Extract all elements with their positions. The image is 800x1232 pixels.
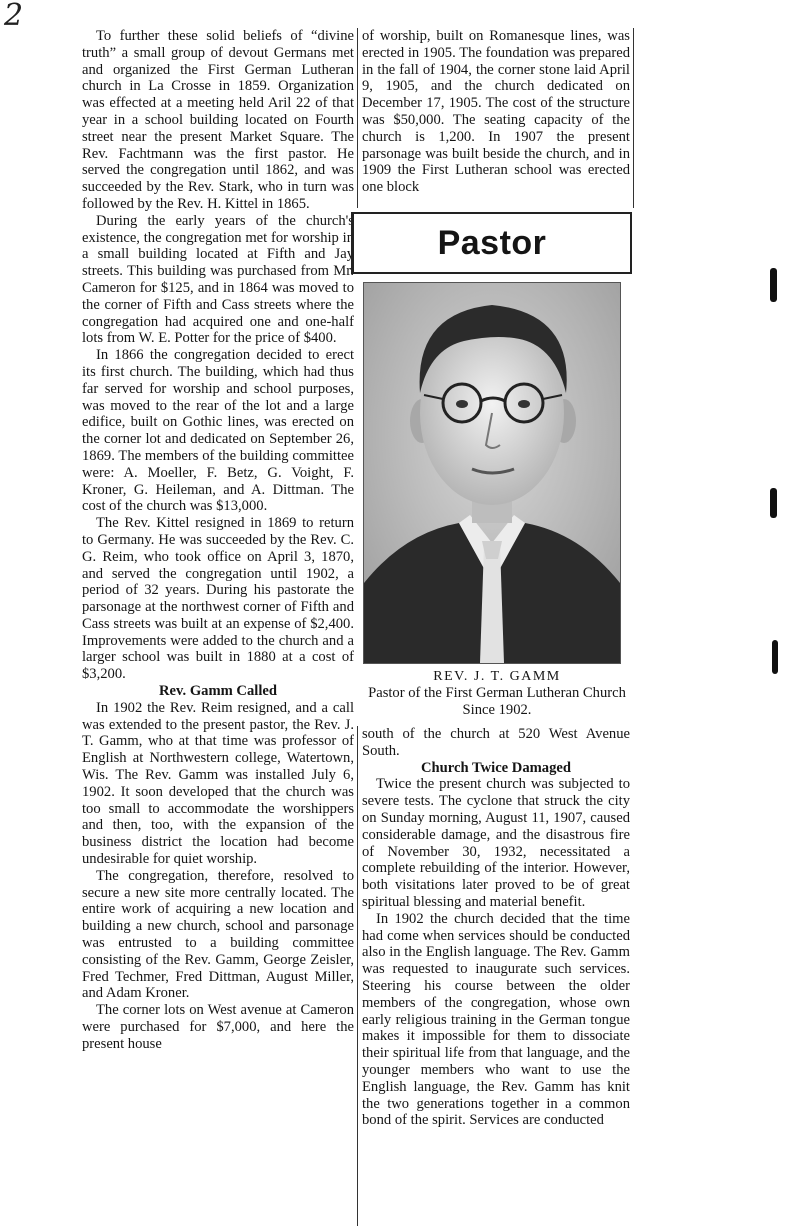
subhead-rev-gamm-called: Rev. Gamm Called bbox=[159, 683, 277, 700]
right-column-top bbox=[362, 28, 630, 196]
paragraph: To further these solid beliefs of “divine truth” a small group of devout Germans met and organized the First German Lutheran church in La Crosse in 1859. Organization was effected at a meeting held Aril 22 of that year in a school building located on Fourth street near the present Market Square. The Rev. Fachtmann was the first pastor. He served the congregation until 1862, and was succeeded by the Rev. Stark, who in turn was followed by the Rev. H. Kittel in 1865. bbox=[82, 28, 354, 212]
subhead-church-twice-damaged: Church Twice Damaged bbox=[421, 759, 571, 776]
left-column bbox=[82, 28, 354, 1053]
paragraph: In 1902 the church decided that the time had come when services should be conducted also in the English language. The Rev. Gamm was requested to inaugurate such services. Steering his course between the older members of the congregation, whose own early religious training in the German tongue makes it impossible for them to dissociate their spiritual life from that language, and the younger members who want to use the English language, the Rev. Gamm has knit the two generations together in a common bond of the spirit. Services are conducted bbox=[362, 910, 630, 1129]
paragraph: The corner lots on West avenue at Cameron were purchased for $7,000, and here the present house bbox=[82, 1002, 354, 1052]
caption-text: Pastor of the First German Lutheran Church Since 1902. bbox=[368, 685, 626, 718]
caption-name: REV. J. T. GAMM bbox=[433, 669, 561, 684]
portrait-illustration bbox=[364, 283, 620, 663]
pastor-heading: Pastor bbox=[437, 223, 547, 262]
paragraph: During the early years of the church's existence, the congregation met for worship in a small building located at Fifth and Jay streets. This building was purchased from Mr. Cameron for $125, and in 1864 was moved to the corner of Fifth and Cass streets where the congregation had acquired one and one-half lots from W. E. Potter for the price of $400. bbox=[82, 212, 354, 347]
paragraph: south of the church at 520 West Avenue South. bbox=[362, 726, 630, 759]
paragraph: The congregation, therefore, resolved to secure a new site more centrally located. The entire work of acquiring a new location and building a new church, school and parsonage was entrusted to a building committee consisting of the Rev. Gamm, George Zeisler, Fred Techmer, Fred Dittman, August Miller, and Adam Kroner. bbox=[82, 867, 354, 1002]
paragraph: of worship, built on Romanesque lines, was erected in 1905. The foundation was prepared in the fall of 1904, the corner stone laid April 9, 1905, and the church dedicated on December 17, 1905. The cost of the structure was $50,000. The seating capacity of the church is 1,200. In 1907 the present parsonage was built beside the church, and in 1909 the First Lutheran school was erected one block bbox=[362, 28, 630, 196]
paragraph: In 1902 the Rev. Reim resigned, and a call was extended to the present pastor, the Rev. J. T. Gamm, who at that time was professor of English at Northwestern college, Watertown, Wis. The Rev. Gamm was installed July 6, 1902. It soon developed that the church was too small to accommodate the worshippers and then, too, with the expansion of the business district the location had become undesirable for quiet worship. bbox=[82, 699, 354, 868]
column-rule bbox=[357, 726, 358, 1226]
scan-mark bbox=[770, 268, 777, 302]
pastor-heading-box bbox=[351, 212, 632, 274]
column-rule bbox=[357, 28, 358, 208]
scan-mark bbox=[770, 488, 777, 518]
column-rule bbox=[633, 28, 634, 208]
photo-caption bbox=[356, 668, 638, 719]
paragraph: Twice the present church was subjected to severe tests. The cyclone that struck the city on Sunday morning, August 11, 1907, caused considerable damage, and the disastrous fire of November 30, 1932, necessitated a complete rebuilding of the interior. However, both visitations later proved to be of great spiritual blessing and material benefit. bbox=[362, 776, 630, 910]
pastor-portrait-photo bbox=[363, 282, 621, 664]
paragraph: In 1866 the congregation decided to erect its first church. The building, which had thus far served for worship and school purposes, was moved to the rear of the lot and a large edifice, built on Gothic lines, was erected on the corner lot and dedicated on September 26, 1869. The members of the building committee were: A. Moeller, F. Betz, G. Voight, F. Kroner, G. Heileman, and A. Dittman. The cost of the church was $13,000. bbox=[82, 347, 354, 515]
page-number: 2 bbox=[4, 0, 24, 33]
right-column-bottom bbox=[362, 726, 630, 1129]
paragraph: The Rev. Kittel resigned in 1869 to return to Germany. He was succeeded by the Rev. C. G. Reim, who took office on April 3, 1870, and served the congregation until 1902, a period of 32 years. During his pastorate the parsonage at the northwest corner of Fifth and Cass streets was built at an expense of $2,400. Improvements were added to the church and a larger school was built in 1880 at a cost of $3,200. bbox=[82, 515, 354, 683]
scan-mark bbox=[772, 640, 778, 674]
